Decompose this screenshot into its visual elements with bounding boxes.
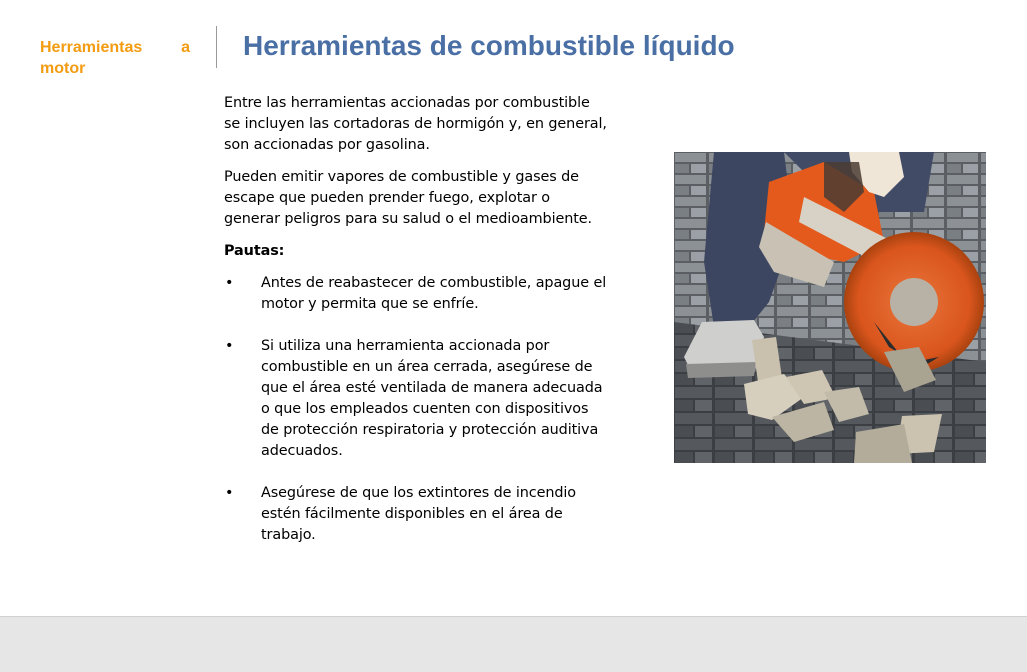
page-title: Herramientas de combustible líquido [243, 30, 735, 61]
concrete-saw-illustration [674, 152, 986, 463]
guidelines-list [224, 273, 609, 546]
concrete-saw-photo [674, 152, 986, 463]
guidelines-heading: Pautas: [224, 243, 285, 259]
header-divider [216, 26, 217, 68]
list-item [224, 273, 609, 315]
list-item-text: Antes de reabastecer de combustible, apague el motor y permita que se enfríe. [261, 275, 607, 312]
list-item [224, 483, 609, 546]
list-item-text: Asegúrese de que los extintores de incendio estén fácilmente disponibles en el área de trabajo. [261, 485, 577, 543]
hazards-paragraph: Pueden emitir vapores de combustible y gases de escape que pueden prender fuego, explotar o generar peligros para su salud o el medioambiente. [224, 169, 593, 227]
intro-paragraph: Entre las herramientas accionadas por combustible se incluyen las cortadoras de hormigón y, en general, son accionadas por gasolina. [224, 95, 607, 153]
body-content [224, 93, 609, 567]
section-label: Herramientas a motor [40, 39, 190, 77]
footer-bar [0, 616, 1027, 672]
bullet-icon: • [225, 275, 234, 291]
bullet-icon: • [225, 338, 234, 354]
bullet-icon: • [225, 485, 234, 501]
list-item [224, 336, 609, 462]
list-item-text: Si utiliza una herramienta accionada por combustible en un área cerrada, asegúrese de que el área esté ventilada de manera adecuada o que los empleados cuenten con dispositivos de protección respiratoria y protección auditiva adecuados. [261, 338, 603, 459]
